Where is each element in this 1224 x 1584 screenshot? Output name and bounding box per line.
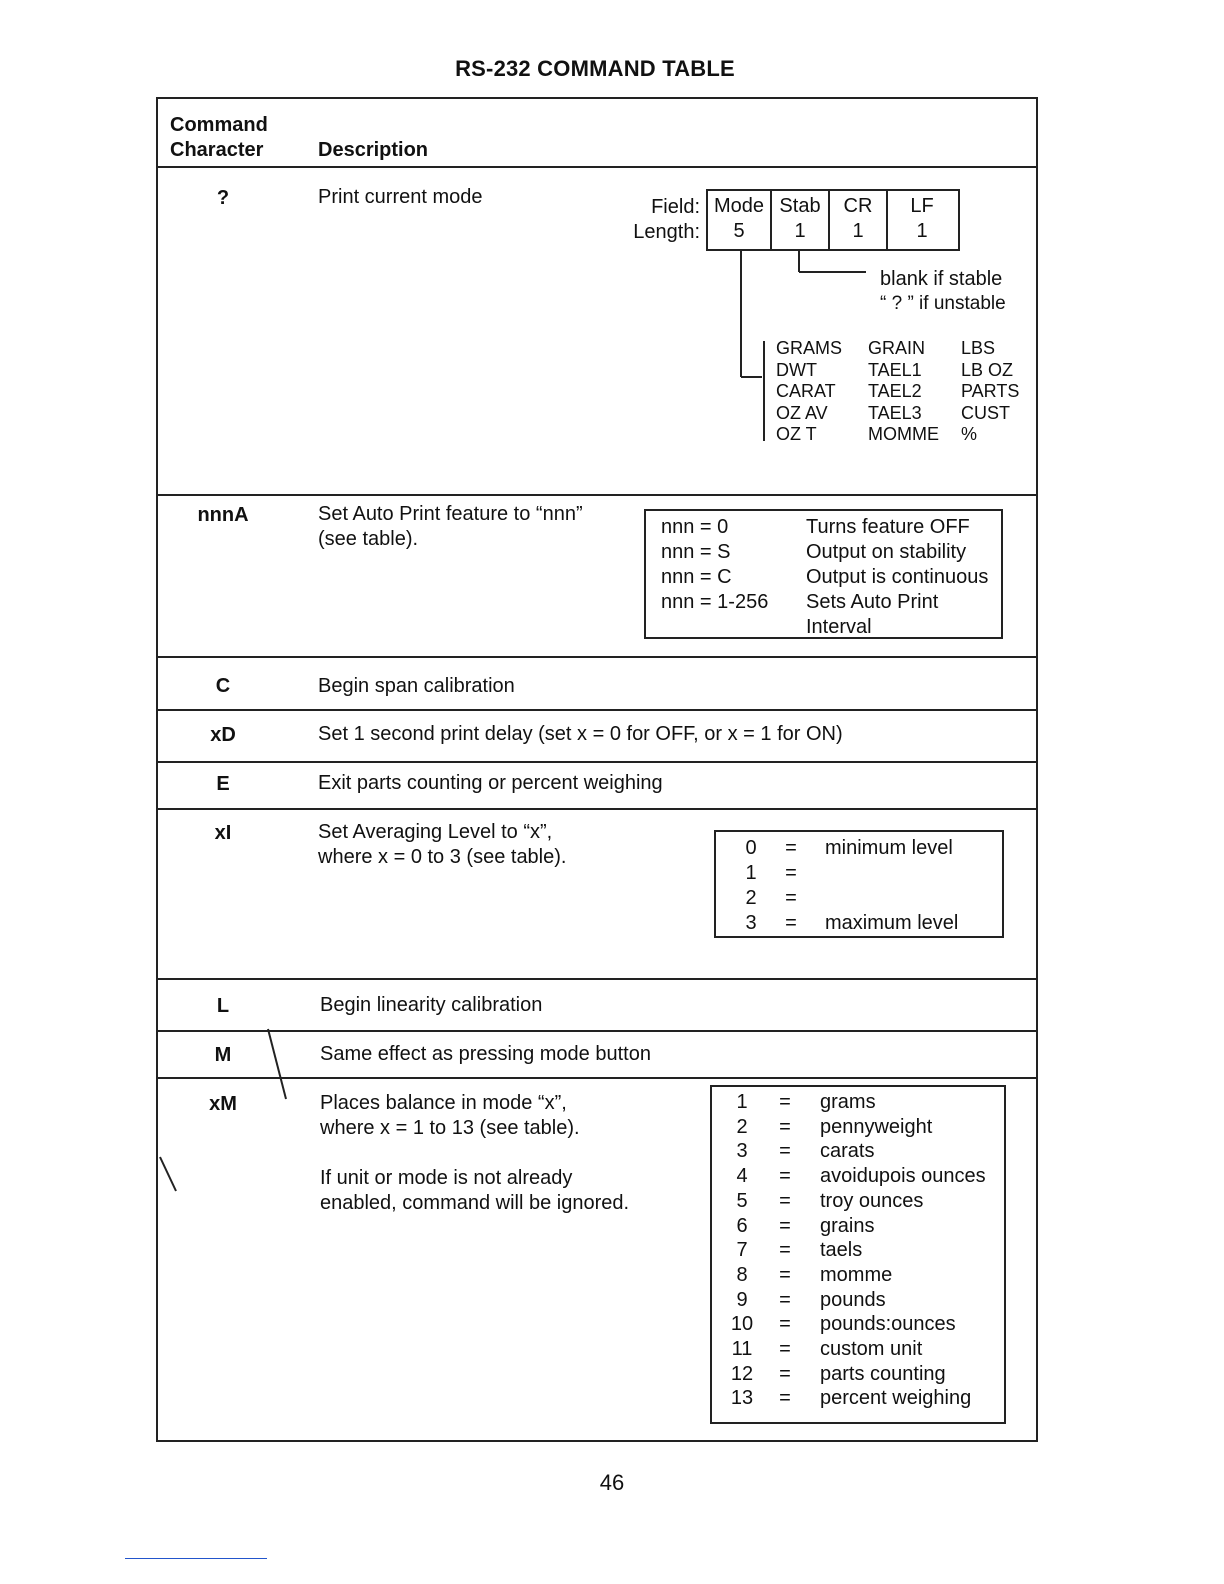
mode-table-label: carats <box>820 1140 875 1163</box>
auto-print-values: Turns feature OFF Output on stability Output is continuous Sets Auto Print Interval <box>806 516 989 638</box>
mode-table-eq: = <box>779 1214 791 1237</box>
command-char: C <box>215 675 231 697</box>
command-char: xI <box>214 822 232 844</box>
command-description: Set Averaging Level to “x”, where x = 0 to 3 (see table). <box>318 821 567 868</box>
mode-table-n: 13 <box>730 1387 754 1410</box>
mode-table-label: avoidupois ounces <box>820 1165 986 1188</box>
mode-table-label: momme <box>820 1263 893 1286</box>
mode-table-n: 1 <box>736 1091 748 1113</box>
mode-numbers <box>724 1090 760 1411</box>
mode-table-eq: = <box>779 1313 791 1336</box>
mode-table-eq: = <box>779 1091 791 1113</box>
command-description: Places balance in mode “x”, where x = 1 to 13 (see table). If unit or mode is not already enabled, command will be ignored. <box>320 1092 630 1214</box>
mode-table-n: 4 <box>736 1165 748 1188</box>
field-cell: CR 1 <box>828 191 886 249</box>
command-char: ? <box>216 187 230 209</box>
mode-table-eq: = <box>779 1338 791 1361</box>
mode-table-n: 6 <box>736 1214 748 1237</box>
mode-table-label: pounds:ounces <box>820 1313 956 1336</box>
command-char: nnnA <box>197 504 249 526</box>
command-char: M <box>214 1044 232 1066</box>
mode-table-label: taels <box>820 1239 863 1262</box>
mode-table-n: 7 <box>736 1239 748 1262</box>
mode-table-eq: = <box>779 1387 791 1410</box>
stab-note: blank if stable <box>880 268 1003 290</box>
mode-table-label: troy ounces <box>820 1189 924 1212</box>
command-description: Print current mode <box>318 186 483 208</box>
mode-table-label: pennyweight <box>820 1115 933 1138</box>
command-description: Exit parts counting or percent weighing <box>318 772 663 794</box>
mode-table-eq: = <box>779 1263 791 1286</box>
header-command: Command Character <box>170 114 268 161</box>
command-char: xD <box>210 724 236 746</box>
mode-table-label: pounds <box>820 1288 886 1311</box>
header-description: Description <box>318 139 429 161</box>
mode-table-label: percent weighing <box>820 1387 972 1410</box>
mode-labels <box>820 1090 986 1411</box>
page-number: 46 <box>599 1470 625 1495</box>
field-label: Field: <box>651 196 700 218</box>
mode-equals <box>776 1090 794 1411</box>
mode-table-n: 2 <box>736 1115 748 1138</box>
mode-table-eq: = <box>779 1165 791 1188</box>
command-description: Begin linearity calibration <box>320 994 543 1016</box>
stab-note: “ ? ” if unstable <box>880 293 1006 314</box>
mode-table-eq: = <box>779 1189 791 1212</box>
mode-table-n: 11 <box>731 1338 753 1361</box>
mode-table-n: 12 <box>730 1362 754 1385</box>
averaging-equals: = = = = <box>785 837 797 934</box>
mode-table-eq: = <box>779 1362 791 1385</box>
units-column: GRAMS DWT CARAT OZ AV OZ T <box>776 338 843 444</box>
auto-print-keys: nnn = 0 nnn = S nnn = C nnn = 1-256 <box>661 516 769 613</box>
averaging-numbers: 0 1 2 3 <box>745 837 757 934</box>
command-char: xM <box>209 1093 237 1115</box>
length-label: Length: <box>633 221 700 243</box>
divider <box>158 1077 1036 1079</box>
field-cell: Mode 5 <box>713 195 765 242</box>
mode-table-eq: = <box>779 1140 791 1163</box>
mode-table-n: 9 <box>736 1288 748 1311</box>
mode-table-n: 8 <box>736 1263 748 1286</box>
mode-table-label: custom unit <box>820 1338 923 1361</box>
command-description: Same effect as pressing mode button <box>320 1043 651 1065</box>
mode-table-n: 10 <box>730 1313 754 1336</box>
field-cell: LF 1 <box>886 191 956 249</box>
mode-table-eq: = <box>779 1239 791 1262</box>
mode-table-label: grains <box>820 1214 875 1237</box>
mode-table <box>710 1085 1006 1424</box>
field-cell: Stab 1 <box>770 191 828 249</box>
mode-table-eq: = <box>779 1115 791 1138</box>
units-column: GRAIN TAEL1 TAEL2 TAEL3 MOMME <box>868 338 939 444</box>
page-title: RS-232 COMMAND TABLE <box>455 56 735 81</box>
command-table <box>156 97 1038 1442</box>
mode-table-n: 3 <box>736 1140 748 1163</box>
mode-table-eq: = <box>779 1288 791 1311</box>
mode-table-label: grams <box>820 1091 876 1113</box>
units-column: LBS LB OZ PARTS CUST % <box>961 338 1020 444</box>
mode-table-n: 5 <box>736 1189 748 1212</box>
mode-table-label: parts counting <box>820 1362 946 1385</box>
command-char: E <box>216 773 230 795</box>
command-description: Set Auto Print feature to “nnn” (see table). <box>318 503 583 550</box>
command-description: Begin span calibration <box>318 675 515 697</box>
footer-rule <box>125 1558 267 1559</box>
averaging-labels: minimum level maximum level <box>825 837 959 934</box>
command-description: Set 1 second print delay (set x = 0 for OFF, or x = 1 for ON) <box>318 723 843 745</box>
command-char: L <box>216 995 230 1017</box>
